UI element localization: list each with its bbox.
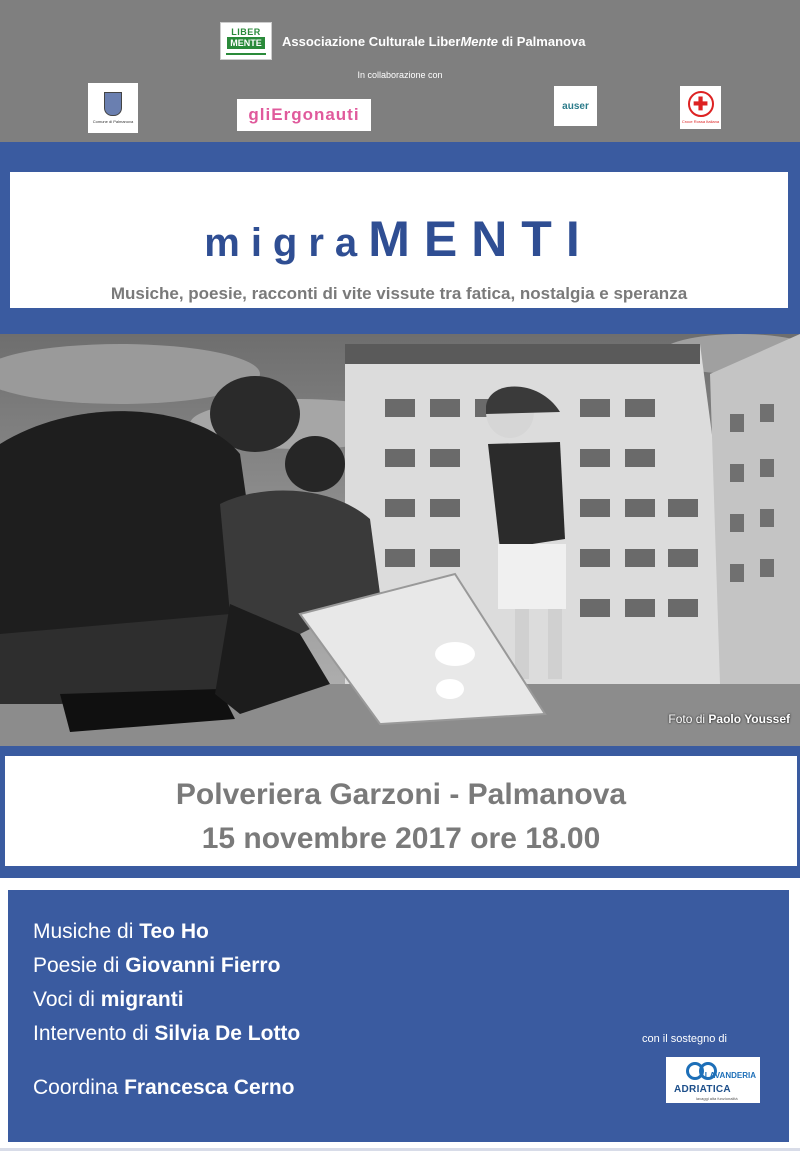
event-photo: [0, 334, 800, 746]
comune-logo: [88, 83, 138, 133]
credit-line: Intervento di Silvia De Lotto: [33, 1022, 301, 1045]
logo-line1: LAVANDERIA: [704, 1071, 756, 1080]
logo-line2: ADRIATICA: [674, 1084, 731, 1095]
venue-box: [5, 756, 797, 866]
collaboration-label: In collaborazione con: [357, 70, 443, 80]
crest-icon: [104, 92, 122, 116]
footer-divider: [0, 1148, 800, 1151]
title-band: [0, 142, 800, 334]
photo-illustration: [0, 334, 800, 746]
credit-line: Musiche di Teo Ho: [33, 920, 209, 943]
venue-band: [0, 746, 800, 878]
auser-logo: [554, 86, 597, 126]
book-icon: [226, 49, 266, 55]
red-cross-logo: [680, 86, 721, 129]
venue-location: Polveriera Garzoni - Palmanova: [175, 778, 627, 811]
red-cross-icon: ✚: [688, 91, 714, 117]
logo-top-text: LIBER: [231, 27, 261, 37]
libermente-logo: [220, 22, 272, 60]
lavanderia-adriatica-logo: [666, 1057, 760, 1103]
ergonauti-logo: gliErgonauti: [237, 99, 371, 131]
header-bar: [0, 0, 800, 142]
red-cross-name: Croce Rossa Italiana: [681, 119, 720, 124]
comune-name: Comune di Palmanova: [92, 119, 134, 124]
credit-line: Voci di migranti: [33, 988, 184, 1011]
credit-line: Poesie di Giovanni Fierro: [33, 954, 281, 977]
organizer-name: Associazione Culturale LiberMente di Palmanova: [282, 33, 586, 49]
logo-line3: lavaggi alta funzionalità: [696, 1096, 738, 1101]
photo-credit: Foto di Paolo Youssef: [668, 712, 790, 726]
spacer: [0, 878, 800, 890]
title-box: [10, 172, 788, 308]
event-title: migraMENTI: [204, 211, 594, 267]
organizer: [220, 22, 585, 60]
event-subtitle: Musiche, poesie, racconti di vite vissute tra fatica, nostalgia e speranza: [110, 284, 688, 303]
auser-wordmark: auser: [562, 100, 589, 112]
sponsor-label: con il sostegno di: [642, 1033, 727, 1045]
venue-datetime: 15 novembre 2017 ore 18.00: [201, 822, 601, 855]
program-list: [33, 920, 300, 1110]
coordinator-line: Coordina Francesca Cerno: [33, 1076, 295, 1099]
program-panel: [8, 890, 789, 1142]
logo-bottom-text: MENTE: [227, 37, 265, 49]
